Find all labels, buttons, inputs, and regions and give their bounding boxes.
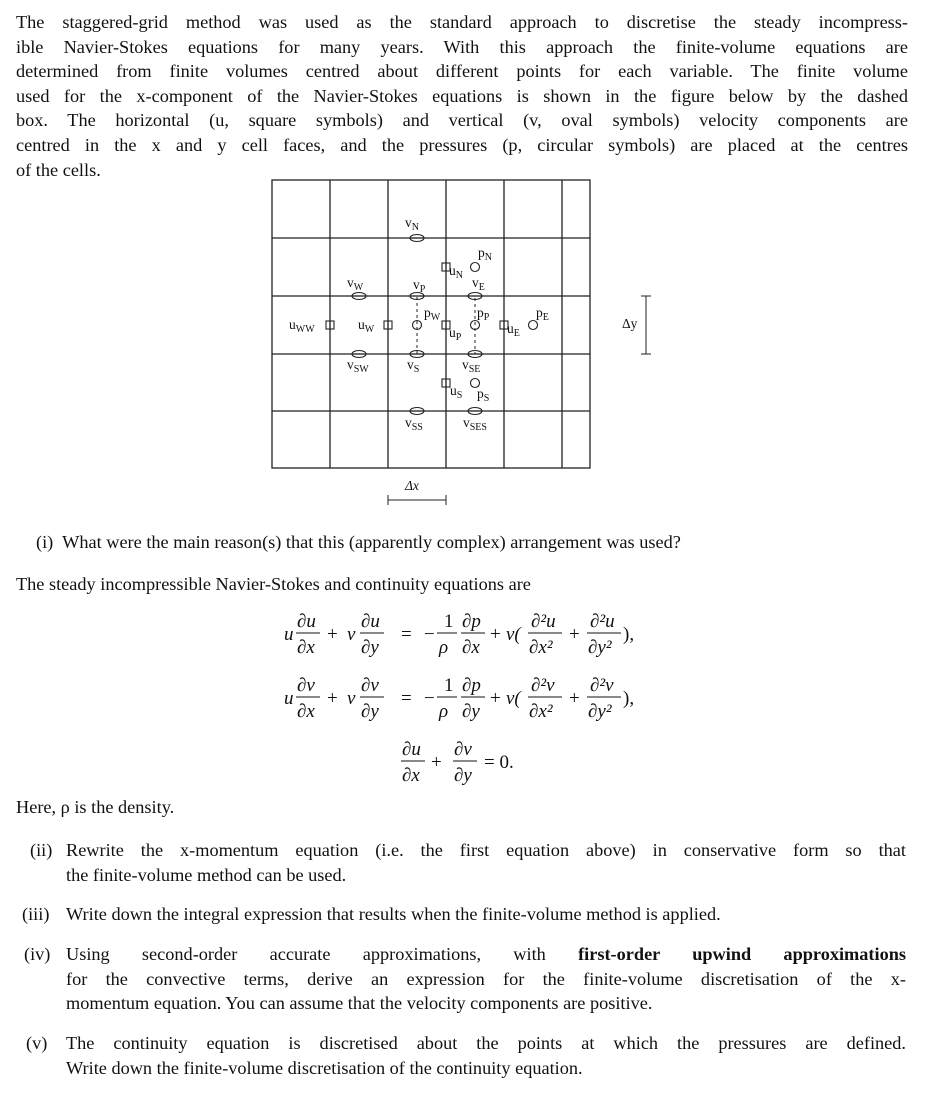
question-iii — [22, 902, 906, 928]
svg-text:∂p: ∂p — [462, 675, 481, 696]
label-uN: $u_N$ — [449, 263, 463, 281]
svg-text:−: − — [424, 624, 435, 645]
svg-text:∂y: ∂y — [361, 637, 379, 658]
label-uE: $u_E$ — [507, 321, 520, 339]
svg-text:∂y²: ∂y² — [588, 701, 612, 722]
svg-text:v: v — [347, 624, 356, 645]
svg-text:∂x²: ∂x² — [529, 637, 553, 658]
y-momentum-equation — [284, 675, 634, 722]
navier-stokes-equations — [0, 600, 929, 790]
svg-text:ν(: ν( — [506, 688, 521, 709]
label-vSS: $v_{SS}$ — [405, 415, 423, 433]
svg-text:+: + — [569, 624, 580, 645]
svg-text:1: 1 — [444, 611, 454, 632]
question-ii-line: the finite-volume method can be used. — [66, 864, 347, 885]
label-uP: $u_P$ — [449, 325, 462, 343]
question-v — [22, 1031, 906, 1081]
question-iii-label: (iii) — [22, 904, 50, 924]
continuity-equation — [401, 739, 514, 786]
svg-text:ν(: ν( — [506, 624, 521, 645]
label-vP: $v_P$ — [413, 277, 426, 295]
equations-intro: The steady incompressible Navier-Stokes and continuity equations are — [16, 574, 531, 594]
svg-text:∂v: ∂v — [297, 675, 315, 696]
svg-text:∂y: ∂y — [454, 765, 472, 786]
svg-text:+: + — [490, 624, 501, 645]
question-v-line: The continuity equation is discretised about the points at which the pressures are defined. — [66, 1033, 906, 1053]
svg-text:+: + — [327, 688, 338, 709]
question-iv-bold: first-order upwind approximations — [578, 944, 907, 964]
question-iv-label: (iv) — [24, 944, 51, 964]
label-pW: $p_W$ — [424, 305, 441, 323]
svg-text:+: + — [327, 624, 338, 645]
label-pP: $p_P$ — [477, 305, 490, 323]
label-vSES: $v_{SES}$ — [463, 415, 487, 433]
question-i-label: (i) — [36, 532, 54, 552]
question-i-text: What were the main reason(s) that this (apparently complex) arrangement was used? — [62, 532, 681, 552]
p-symbol — [529, 321, 538, 330]
svg-text:∂v: ∂v — [454, 739, 472, 760]
p-symbol — [471, 263, 480, 272]
intro-line: ible Navier-Stokes equations for many years. With this approach the finite-volume equations are — [16, 36, 908, 57]
svg-text:+: + — [569, 688, 580, 709]
intro-line: determined from finite volumes centred about different points for each variable. The finite volume — [16, 61, 908, 82]
svg-text:),: ), — [623, 688, 635, 709]
svg-text:∂²u: ∂²u — [590, 611, 615, 632]
svg-text:∂y: ∂y — [361, 701, 379, 722]
question-ii — [22, 838, 906, 888]
svg-text:∂u: ∂u — [297, 611, 316, 632]
label-vSE: $v_{SE}$ — [462, 357, 481, 375]
svg-text:= 0.: = 0. — [484, 752, 514, 773]
grid-border — [272, 180, 590, 468]
label-dy: Δy — [622, 316, 638, 331]
question-iv — [22, 942, 906, 1018]
question-v-line: Write down the finite-volume discretisation of the continuity equation. — [66, 1057, 583, 1078]
question-v-label: (v) — [26, 1033, 48, 1053]
label-vN: $v_N$ — [405, 215, 419, 233]
svg-text:∂p: ∂p — [462, 611, 481, 632]
svg-text:∂x²: ∂x² — [529, 701, 553, 722]
svg-text:=: = — [401, 624, 412, 645]
x-momentum-equation — [284, 611, 634, 658]
intro-paragraph — [16, 10, 908, 182]
label-pS: $p_S$ — [477, 386, 490, 404]
svg-text:∂y²: ∂y² — [588, 637, 612, 658]
label-uW: $u_W$ — [358, 317, 375, 335]
svg-text:∂²u: ∂²u — [531, 611, 556, 632]
label-vE: $v_E$ — [472, 275, 485, 293]
svg-text:+: + — [490, 688, 501, 709]
question-iv-line: momentum equation. You can assume that the velocity components are positive. — [66, 993, 653, 1013]
intro-line: used for the x-component of the Navier-Stokes equations is shown in the figure below by the dashed — [16, 85, 908, 106]
svg-text:=: = — [401, 688, 412, 709]
svg-text:ρ: ρ — [439, 701, 449, 722]
label-pE: $p_E$ — [536, 305, 549, 323]
question-iv-line: for the convective terms, derive an expression for the finite-volume discretisation of the x- — [66, 968, 906, 989]
question-i — [36, 530, 681, 554]
intro-line: centred in the x and y cell faces, and the pressures (p, circular symbols) are placed at the centres — [16, 134, 908, 155]
svg-text:1: 1 — [444, 675, 454, 696]
svg-text:∂v: ∂v — [361, 675, 379, 696]
svg-text:+: + — [431, 752, 442, 773]
label-vW: $v_W$ — [347, 275, 364, 293]
svg-text:∂x: ∂x — [297, 701, 315, 722]
svg-text:∂y: ∂y — [462, 701, 480, 722]
label-dx: Δx — [405, 478, 419, 493]
svg-text:),: ), — [623, 624, 635, 645]
svg-text:∂u: ∂u — [402, 739, 421, 760]
question-ii-label: (ii) — [30, 840, 53, 860]
svg-text:∂²v: ∂²v — [531, 675, 555, 696]
intro-line: The staggered-grid method was used as the standard approach to discretise the steady incompress- — [16, 12, 908, 32]
svg-text:∂x: ∂x — [297, 637, 315, 658]
question-ii-line: Rewrite the x-momentum equation (i.e. the first equation above) in conservative form so that — [66, 840, 906, 860]
svg-text:∂²v: ∂²v — [590, 675, 614, 696]
label-vSW: $v_{SW}$ — [347, 357, 369, 375]
label-pN: $p_N$ — [478, 245, 492, 263]
question-iii-text: Write down the integral expression that results when the finite-volume method is applied. — [66, 904, 721, 924]
density-note: Here, ρ is the density. — [16, 797, 175, 817]
label-uS: $u_S$ — [450, 383, 463, 401]
svg-text:∂u: ∂u — [361, 611, 380, 632]
question-iv-text-a: Using second-order accurate approximations, with — [66, 944, 546, 964]
svg-text:∂x: ∂x — [462, 637, 480, 658]
svg-text:ρ: ρ — [439, 637, 449, 658]
svg-text:−: − — [424, 688, 435, 709]
label-uWW: $u_{WW}$ — [289, 317, 315, 335]
label-vS: $v_S$ — [407, 357, 420, 375]
svg-text:v: v — [347, 688, 356, 709]
svg-text:∂x: ∂x — [402, 765, 420, 786]
svg-text:u: u — [284, 624, 294, 645]
intro-line: of the cells. — [16, 159, 101, 180]
question-iv-line — [66, 942, 906, 967]
svg-text:u: u — [284, 688, 294, 709]
intro-line: box. The horizontal (u, square symbols) and vertical (v, oval symbols) velocity components are — [16, 110, 908, 131]
